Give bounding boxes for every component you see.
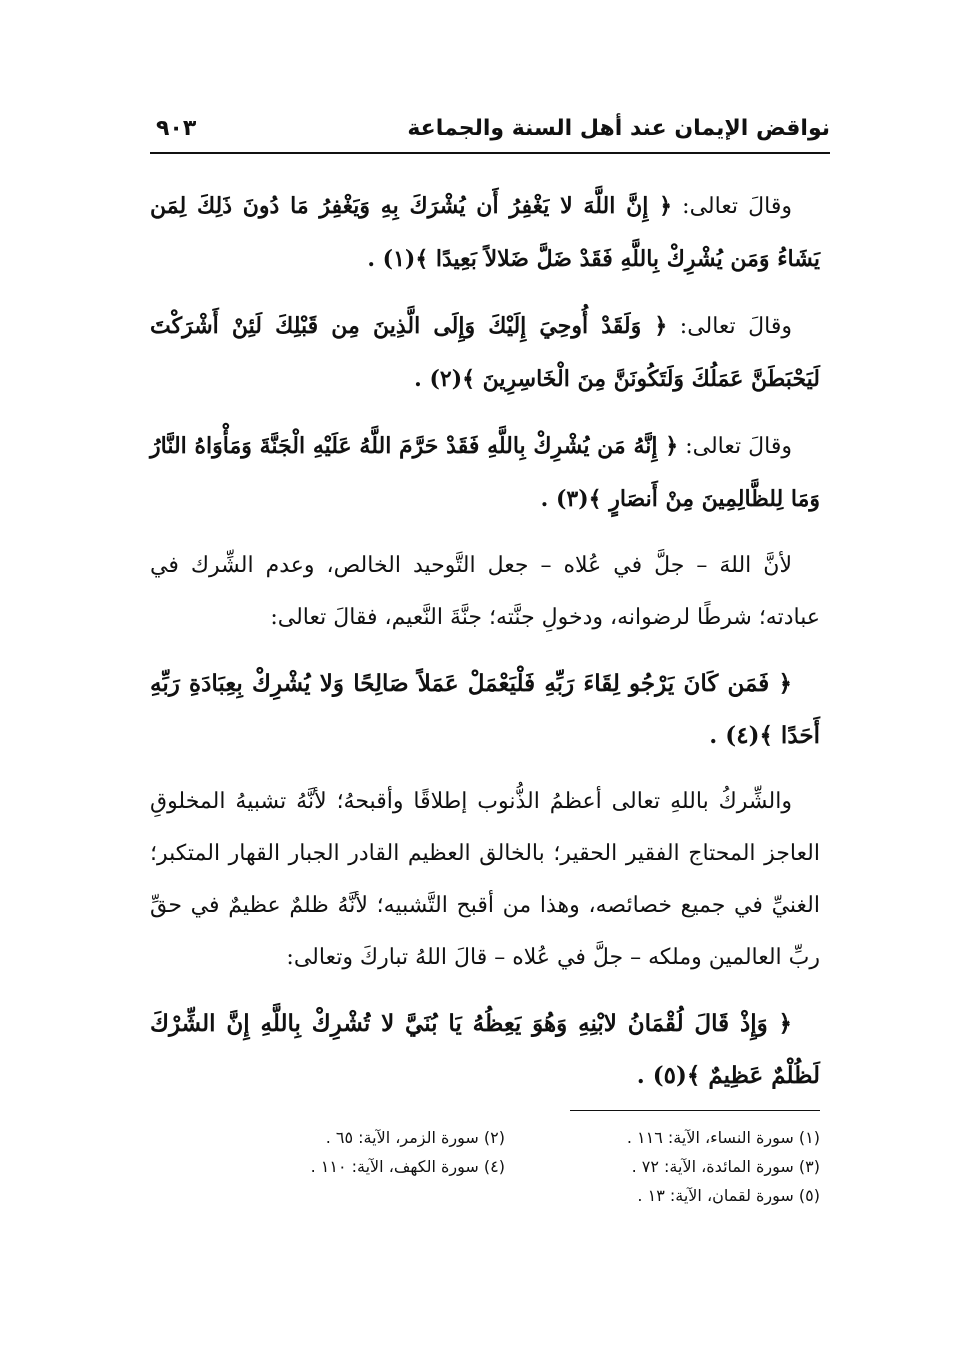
paragraph-2-intro: وقالَ تعالى: (667, 314, 792, 339)
paragraph-6 (150, 776, 820, 984)
paragraph-4 (150, 540, 820, 644)
paragraph-1-verse: ﴿ إِنَّ اللَّهَ لا يَغْفِرُ أَن يُشْرَكَ بِهِ وَيَغْفِرُ مَا دُونَ ذَلِكَ لِمَن يَشَاءُ وَمَن يُشْرِكْ بِاللَّهِ فَقَدْ ضَلَّ ضَلالاً بَعِيدًا ﴾(١) . (150, 193, 820, 272)
paragraph-4-text: لأنَّ اللهَ – جلَّ في عُلاه – جعل التَّوحيد الخالص، وعدم الشِّرك في عبادته؛ شرطًا لرضوانه، ودخولِ جنَّته؛ جنَّةَ النَّعيم، فقالَ تعالى: (150, 553, 820, 630)
paragraph-3-verse: ﴿ إِنَّهُ مَن يُشْرِكْ بِاللَّهِ فَقَدْ حَرَّمَ اللَّهُ عَلَيْهِ الْجَنَّةَ وَمَأْوَاهُ النَّارُ وَمَا لِلظَّالِمِينَ مِنْ أَنصَارٍ ﴾(٣) . (150, 433, 820, 512)
paragraph-7-verse: ﴿ وَإِذْ قَالَ لُقْمَانُ لابْنِهِ وَهُوَ يَعِظُهُ يَا بُنَيَّ لا تُشْرِكْ بِاللَّهِ إِنَّ الشِّرْكَ لَظُلْمٌ عَظِيمٌ ﴾(٥) . (150, 1010, 820, 1089)
page-body (150, 180, 820, 1116)
running-header (150, 112, 830, 154)
footnote-divider (570, 1110, 820, 1111)
footnote-1: (١) سورة النساء، الآية: ١١٦ . (626, 1128, 820, 1147)
paragraph-3 (150, 420, 820, 526)
paragraph-3-intro: وقالَ تعالى: (678, 434, 792, 459)
footnote-2: (٢) سورة الزمر، الآية: ٦٥ . (325, 1128, 505, 1147)
page-number: ٩٠٣ (156, 116, 197, 141)
paragraph-1 (150, 180, 820, 286)
paragraph-6-text: والشِّركُ باللهِ تعالى أعظمُ الذُّنوب إطلاقًا وأقبحهُ؛ لأنَّهُ تشبيهُ المخلوقِ العاجز المحتاج الفقير الحقير؛ بالخالق العظيم القادر الجبار القهار المتكبر؛ الغنيِّ في جميع خصائصه، وهذا من أقبح التَّشبيه؛ لأنَّهُ ظلمٌ عظيمٌ في حقِّ ربِّ العالمين وملكه – جلَّ في عُلاه – قالَ اللهُ تباركَ وتعالى: (150, 789, 820, 970)
footnotes (230, 1128, 820, 1205)
footnote-3: (٣) سورة المائدة، الآية: ٧٢ . (631, 1157, 820, 1176)
paragraph-1-intro: وقالَ تعالى: (672, 194, 792, 219)
paragraph-5 (150, 658, 820, 762)
paragraph-2 (150, 300, 820, 406)
footnote-5: (٥) سورة لقمان، الآية: ١٣ . (637, 1186, 820, 1205)
paragraph-5-verse: ﴿ فَمَن كَانَ يَرْجُو لِقَاءَ رَبِّهِ فَلْيَعْمَلْ عَمَلاً صَالِحًا وَلا يُشْرِكْ بِعِبَادَةِ رَبِّهِ أَحَدًا ﴾(٤) . (150, 670, 820, 749)
paragraph-7 (150, 998, 820, 1102)
footnote-list (230, 1128, 820, 1205)
paragraph-2-verse: ﴿ وَلَقَدْ أُوحِيَ إِلَيْكَ وَإِلَى الَّذِينَ مِن قَبْلِكَ لَئِنْ أَشْرَكْتَ لَيَحْبَطَنَّ عَمَلُكَ وَلَتَكُونَنَّ مِنَ الْخَاسِرِينَ ﴾(٢) . (150, 313, 820, 392)
header-title: نواقض الإيمان عند أهل السنة والجماعة (407, 116, 830, 141)
footnote-4: (٤) سورة الكهف، الآية: ١١٠ . (310, 1157, 505, 1176)
